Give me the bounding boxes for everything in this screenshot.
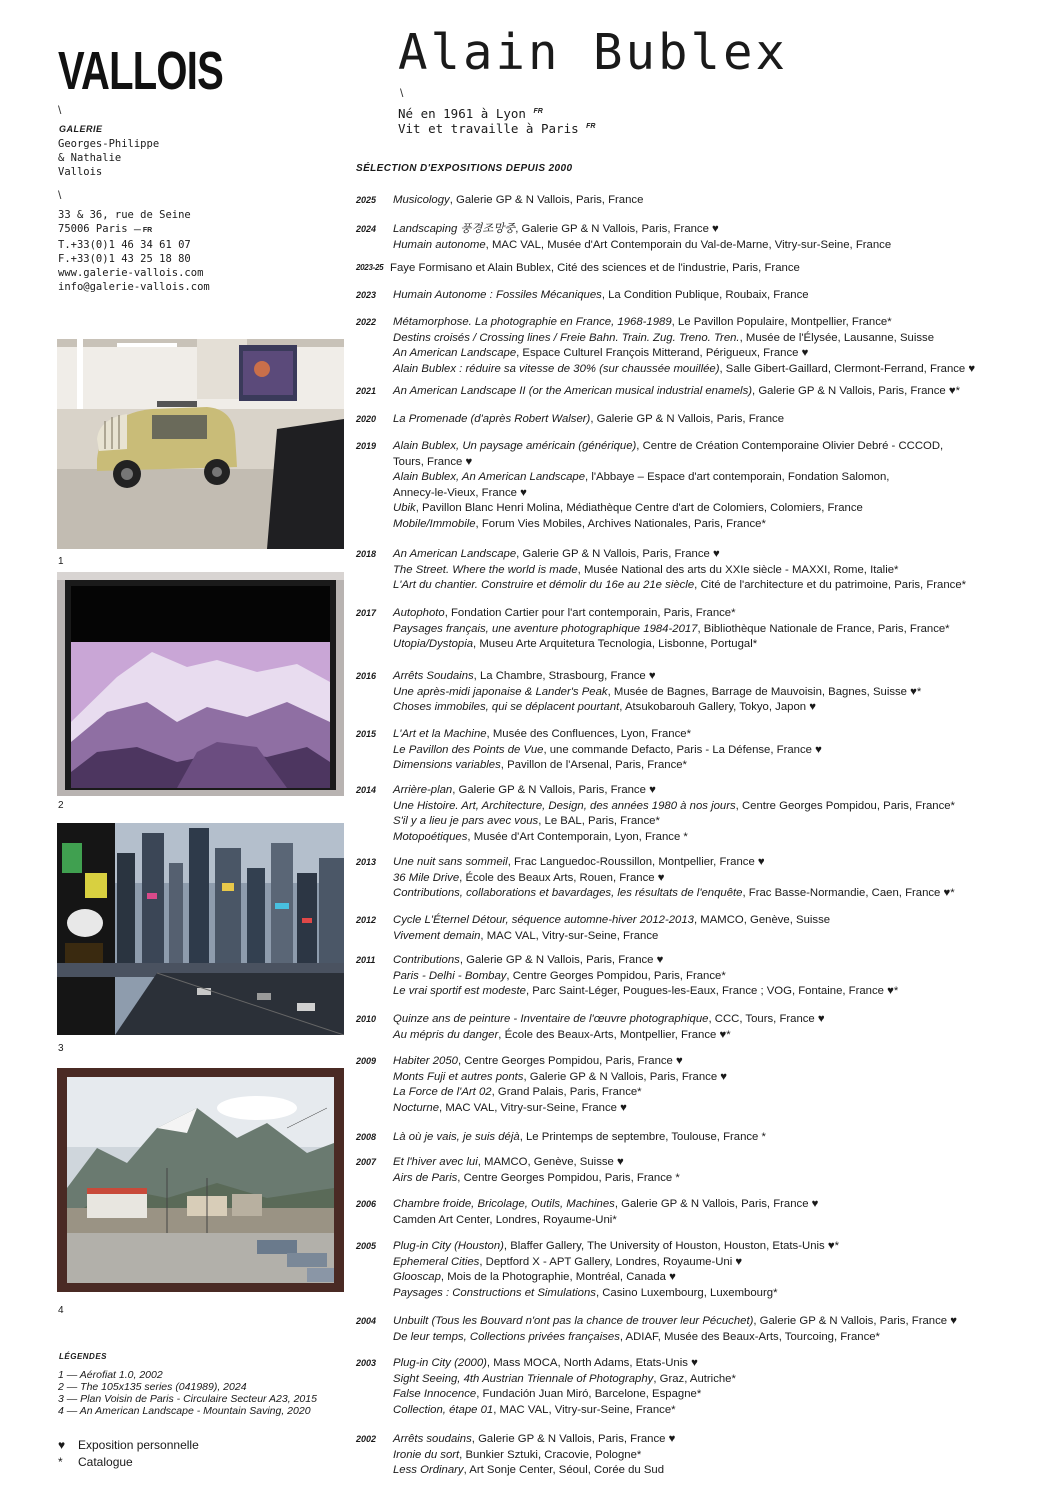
exhibition-venue: , Galerie GP & N Vallois, Paris, France ♥ xyxy=(471,1433,676,1445)
exhibition-venue: , Galerie GP & N Vallois, Paris, France xyxy=(590,413,785,425)
exhibition-venue: Camden Art Center, Londres, Royaume-Uni* xyxy=(393,1213,617,1226)
exhibition-title: An American Landscape xyxy=(393,347,517,359)
exhibition-line xyxy=(393,913,1050,929)
exhibition-line xyxy=(393,193,1050,209)
legend-item: 2 — The 105x135 series (041989), 2024 xyxy=(58,1381,247,1393)
exhibition-title: Humain autonome xyxy=(393,238,486,251)
exhibition-year: 2019 xyxy=(356,441,377,451)
exhibition-title: False Innocence xyxy=(393,1388,477,1400)
exhibition-title: La Promenade (d'après Robert Walser) xyxy=(393,413,591,425)
exhibition-entry xyxy=(393,315,1053,377)
exhibition-line xyxy=(393,501,1050,517)
exhibition-line xyxy=(393,969,1050,985)
exhibition-year: 2008 xyxy=(356,1132,377,1142)
exhibition-line xyxy=(393,953,1050,969)
exhibition-venue: , Galerie GP & N Vallois, Paris, France ♥ xyxy=(515,223,719,235)
exhibition-line xyxy=(393,547,1050,563)
exhibition-entry xyxy=(393,384,1053,400)
exhibition-line xyxy=(390,261,1050,277)
exhibition-title: Ironie du sort xyxy=(393,1448,460,1461)
photo-number: 2 xyxy=(58,800,64,811)
exhibition-venue: , Forum Vies Mobiles, Archives Nationales, Paris, France* xyxy=(475,517,766,530)
exhibition-year: 2002 xyxy=(356,1434,377,1444)
exhibition-line xyxy=(393,685,1050,701)
exhibition-line xyxy=(393,622,1050,638)
key-catalogue: * Catalogue xyxy=(58,1455,133,1469)
exhibition-title: Mobile/Immobile xyxy=(393,517,476,530)
exhibition-title: Paysages : Constructions et Simulations xyxy=(393,1286,596,1299)
gallery-label: GALERIE xyxy=(59,124,103,134)
exhibition-line xyxy=(393,384,1050,400)
exhibition-entry xyxy=(393,855,1053,902)
exhibition-line xyxy=(393,700,1050,716)
exhibition-entry xyxy=(393,783,1053,845)
exhibition-title: Landscaping 풍경조망중 xyxy=(393,223,516,235)
exhibition-venue: , La Chambre, Strasbourg, France ♥ xyxy=(473,670,656,682)
exhibition-title: Alain Bublex : réduire sa vitesse de 30% (sur chaussée mouillée) xyxy=(393,362,720,375)
exhibition-title: Quinze ans de peinture - Inventaire de l'œuvre photographique xyxy=(393,1013,709,1025)
exhibition-entry xyxy=(393,669,1053,716)
exhibition-title: An American Landscape II (or the American musical industrial enamels) xyxy=(393,385,753,397)
legend-list xyxy=(58,1369,317,1417)
gallery-owners: Georges-Philippe & Nathalie Vallois xyxy=(58,138,160,178)
exhibition-title: Utopia/Dystopia xyxy=(393,638,474,650)
exhibition-entry xyxy=(390,261,1050,277)
exhibition-line xyxy=(393,315,1050,331)
exhibition-entry xyxy=(393,1012,1053,1043)
exhibition-line xyxy=(393,1070,1050,1086)
exhibition-year: 2012 xyxy=(356,915,377,925)
exhibition-line xyxy=(393,563,1050,579)
exhibition-title: Unbuilt (Tous les Bouvard n'ont pas la chance de trouver leur Pécuchet) xyxy=(393,1315,754,1327)
exhibition-venue: , Parc Saint-Léger, Pougues-les-Eaux, France ; VOG, Fontaine, France ♥* xyxy=(525,985,899,997)
exhibition-line xyxy=(393,799,1050,815)
exhibition-year: 2016 xyxy=(356,671,377,681)
exhibition-line xyxy=(393,871,1050,887)
exhibition-line xyxy=(393,1463,1050,1479)
exhibition-title: Alain Bublex, Un paysage américain (générique) xyxy=(393,440,637,452)
exhibition-line xyxy=(393,455,1050,471)
exhibition-title: Destins croisés / Crossing lines / Freie Bahn. Train. Zug. Treno. Tren. xyxy=(393,331,740,344)
exhibition-title: Ephemeral Cities xyxy=(393,1255,480,1268)
exhibition-title: Le Pavillon des Points de Vue xyxy=(393,743,544,756)
exhibition-venue: , Galerie GP & N Vallois, Paris, France ♥* xyxy=(752,385,960,397)
exhibition-line xyxy=(393,830,1050,846)
exhibition-venue: , Centre Georges Pompidou, Paris, France * xyxy=(457,1171,680,1184)
exhibition-venue: , Galerie GP & N Vallois, Paris, France ♥ xyxy=(452,784,656,796)
exhibition-year: 2023-25 xyxy=(356,263,384,272)
exhibition-venue: , Deptford X - APT Gallery, Londres, Royaume-Uni ♥ xyxy=(479,1255,743,1268)
exhibition-entry xyxy=(393,193,1053,209)
exhibition-year: 2024 xyxy=(356,224,377,234)
exhibition-year: 2010 xyxy=(356,1014,377,1024)
exhibition-venue: , Galerie GP & N Vallois, Paris, France ♥ xyxy=(523,1070,728,1083)
exhibition-venue: , Galerie GP & N Vallois, Paris, France ♥ xyxy=(459,954,664,966)
exhibition-line xyxy=(393,439,1050,455)
exhibition-title: Le vrai sportif est modeste xyxy=(393,985,526,997)
gallery-contact: 33 & 36, rue de Seine 75006 Paris — FR T.+33(0)1 46 34 61 07 F.+33(0)1 43 25 18 80 www.galerie-vallois.com info@galerie-vallois.com xyxy=(58,209,210,293)
exhibition-line xyxy=(393,412,1050,428)
exhibition-line xyxy=(393,362,1050,378)
exhibition-venue: , Frac Languedoc-Roussillon, Montpellier, France ♥ xyxy=(507,856,765,868)
exhibition-venue: , ADIAF, Musée des Beaux-Arts, Tourcoing, France* xyxy=(619,1330,880,1343)
section-title: SÉLECTION D'EXPOSITIONS DEPUIS 2000 xyxy=(356,163,573,174)
exhibition-venue: , La Condition Publique, Roubaix, France xyxy=(601,289,809,301)
exhibition-title: Une Histoire. Art, Architecture, Design, des années 1980 à nos jours xyxy=(393,799,736,812)
exhibition-venue: , Atsukobarouh Gallery, Tokyo, Japon ♥ xyxy=(619,701,816,713)
exhibition-venue: , Frac Basse-Normandie, Caen, France ♥* xyxy=(742,887,955,899)
exhibition-entry xyxy=(393,547,1053,594)
website-link[interactable]: www.galerie-vallois.com xyxy=(58,267,204,279)
exhibition-title: An American Landscape xyxy=(393,548,517,560)
exhibition-venue: , Centre Georges Pompidou, Paris, France* xyxy=(735,799,955,812)
exhibition-year: 2003 xyxy=(356,1358,377,1368)
exhibition-title: Glooscap xyxy=(393,1271,441,1283)
exhibition-venue: , Mass MOCA, North Adams, Etats-Unis ♥ xyxy=(486,1357,698,1369)
exhibition-line xyxy=(393,1270,1050,1286)
exhibition-venue: , MAC VAL, Vitry-sur-Seine, France xyxy=(480,929,659,942)
photo-number: 3 xyxy=(58,1043,64,1054)
exhibition-venue: , Musée des Confluences, Lyon, France* xyxy=(486,728,691,740)
exhibition-venue: , Fundación Juan Miró, Barcelone, Espagne* xyxy=(476,1388,702,1400)
exhibition-line xyxy=(393,1054,1050,1070)
exhibition-title: Collection, étape 01 xyxy=(393,1403,494,1416)
exhibition-line xyxy=(393,1213,1050,1229)
exhibition-venue: , Galerie GP & N Vallois, Paris, France ♥ xyxy=(516,548,720,560)
photo-number: 4 xyxy=(58,1305,64,1316)
exhibition-title: Arrêts soudains xyxy=(393,1433,472,1445)
exhibition-title: Chambre froide, Bricolage, Outils, Machines xyxy=(393,1198,615,1210)
exhibition-venue: , Bibliothèque Nationale de France, Paris, France* xyxy=(697,622,950,635)
exhibition-year: 2011 xyxy=(356,955,376,965)
exhibition-title: 36 Mile Drive xyxy=(393,871,460,884)
exhibition-venue: , MAC VAL, Musée d'Art Contemporain du Val-de-Marne, Vitry-sur-Seine, France xyxy=(485,238,892,251)
exhibition-year: 2014 xyxy=(356,785,377,795)
exhibition-entry xyxy=(393,1356,1053,1418)
exhibition-line xyxy=(393,1286,1050,1302)
exhibition-entry xyxy=(393,1197,1053,1228)
exhibition-title: Ubik xyxy=(393,502,416,514)
exhibition-title: De leur temps, Collections privées françaises xyxy=(393,1330,620,1343)
legend-item: 1 — Aérofiat 1.0, 2002 xyxy=(58,1369,163,1381)
exhibition-title: Plug-in City (2000) xyxy=(393,1357,487,1369)
exhibition-venue: , Galerie GP & N Vallois, Paris, France xyxy=(449,194,644,206)
exhibition-venue: , une commande Defacto, Paris - La Défense, France ♥ xyxy=(543,743,822,756)
exhibition-venue: , Galerie GP & N Vallois, Paris, France ♥ xyxy=(614,1198,819,1210)
exhibition-entry xyxy=(393,913,1053,944)
exhibition-venue: , Salle Gibert-Gaillard, Clermont-Ferrand, France ♥ xyxy=(719,362,976,375)
exhibition-title: Plug-in City (Houston) xyxy=(393,1240,504,1252)
photo-105x135-series xyxy=(57,572,344,796)
photo-number: 1 xyxy=(58,556,64,567)
exhibition-line xyxy=(393,1255,1050,1271)
exhibition-entry xyxy=(393,1239,1053,1301)
exhibition-venue: , Le BAL, Paris, France* xyxy=(538,815,660,827)
exhibition-entry xyxy=(393,606,1053,653)
exhibition-entry xyxy=(393,1155,1053,1186)
asterisk-icon: * xyxy=(58,1455,63,1469)
exhibition-year: 2017 xyxy=(356,608,377,618)
exhibition-entry xyxy=(393,1432,1053,1479)
exhibition-line xyxy=(393,1448,1050,1464)
exhibition-year: 2018 xyxy=(356,549,377,559)
exhibition-title: Contributions, collaborations et bavardages, les résultats de l'enquête xyxy=(393,887,743,899)
exhibition-line xyxy=(393,470,1050,486)
exhibition-title: Une nuit sans sommeil xyxy=(393,856,508,868)
exhibition-venue: , Blaffer Gallery, The University of Houston, Houston, Etats-Unis ♥* xyxy=(503,1240,839,1252)
exhibition-year: 2021 xyxy=(356,386,377,396)
exhibition-venue: , Le Pavillon Populaire, Montpellier, France* xyxy=(671,316,892,328)
exhibition-line xyxy=(393,1155,1050,1171)
exhibition-line xyxy=(393,783,1050,799)
exhibition-venue: , MAC VAL, Vitry-sur-Seine, France ♥ xyxy=(439,1101,627,1114)
exhibition-line xyxy=(393,222,1050,238)
exhibition-line xyxy=(393,238,1050,254)
exhibition-venue: , Grand Palais, Paris, France* xyxy=(491,1086,642,1098)
exhibition-venue: , Fondation Cartier pour l'art contemporain, Paris, France* xyxy=(444,607,736,619)
exhibition-title: Monts Fuji et autres ponts xyxy=(393,1070,524,1083)
exhibition-venue: , MAMCO, Genève, Suisse xyxy=(693,914,831,926)
exhibition-title: S'il y a lieu je pars avec vous xyxy=(393,815,539,827)
exhibition-venue: , Musée National des arts du XXIe siècle - MAXXI, Rome, Italie* xyxy=(577,563,899,576)
exhibition-venue: , Centre de Création Contemporaine Olivier Debré - CCCOD, xyxy=(636,440,944,452)
exhibition-venue: , Bunkier Sztuki, Cracovie, Pologne* xyxy=(459,1448,642,1461)
exhibition-title: Vivement demain xyxy=(393,929,481,942)
exhibition-venue: , MAMCO, Genève, Suisse ♥ xyxy=(477,1156,624,1168)
exhibition-title: Arrière-plan xyxy=(393,784,453,796)
exhibition-venue: , Espace Culturel François Mitterand, Périgueux, France ♥ xyxy=(516,347,809,359)
exhibition-title: Motopoétiques xyxy=(393,830,468,843)
exhibition-line xyxy=(393,1197,1050,1213)
exhibition-year: 2020 xyxy=(356,414,377,424)
exhibition-title: L'Art et la Machine xyxy=(393,728,487,740)
exhibition-venue: , Pavillon de l'Arsenal, Paris, France* xyxy=(500,759,687,771)
exhibition-entry xyxy=(393,439,1053,532)
exhibition-line xyxy=(393,578,1050,594)
exhibition-venue: , Museu Arte Arquitetura Tecnologia, Lisbonne, Portugal* xyxy=(473,638,758,650)
exhibition-title: Et l'hiver avec lui xyxy=(393,1156,478,1168)
exhibition-year: 2005 xyxy=(356,1241,377,1251)
exhibition-venue: , Centre Georges Pompidou, Paris, France* xyxy=(506,969,726,982)
exhibition-venue: , Centre Georges Pompidou, Paris, France ♥ xyxy=(457,1055,683,1067)
slash-divider: \ xyxy=(58,103,62,117)
exhibition-line xyxy=(393,929,1050,945)
exhibition-year: 2013 xyxy=(356,857,377,867)
exhibition-venue: , Le Printemps de septembre, Toulouse, France * xyxy=(519,1131,766,1143)
exhibition-line xyxy=(393,1314,1050,1330)
exhibition-title: Arrêts Soudains xyxy=(393,670,474,682)
exhibition-venue: , Casino Luxembourg, Luxembourg* xyxy=(595,1286,778,1299)
artist-born: Né en 1961 à Lyon $^{FR}$ xyxy=(398,106,543,121)
exhibition-line xyxy=(393,288,1050,304)
exhibition-venue: , CCC, Tours, France ♥ xyxy=(708,1013,825,1025)
key-solo-exhibition: ♥ Exposition personnelle xyxy=(58,1438,199,1452)
exhibition-line xyxy=(393,606,1050,622)
exhibition-venue: , Pavillon Blanc Henri Molina, Médiathèque Centre d'art de Colomiers, Colomiers, France xyxy=(415,502,863,514)
exhibition-line xyxy=(393,758,1050,774)
exhibition-title: Paysages français, une aventure photographique 1984-2017 xyxy=(393,622,698,635)
exhibition-venue: Annecy-le-Vieux, France ♥ xyxy=(393,486,527,499)
exhibition-year: 2006 xyxy=(356,1199,377,1209)
exhibition-venue: , Graz, Autriche* xyxy=(653,1372,736,1385)
exhibition-venue: , École des Beaux-Arts, Montpellier, France ♥* xyxy=(498,1028,731,1041)
exhibition-title: Là où je vais, je suis déjà xyxy=(393,1131,520,1143)
exhibition-line xyxy=(393,331,1050,347)
exhibition-line xyxy=(393,1130,1050,1146)
exhibition-title: Contributions xyxy=(393,954,460,966)
exhibition-title: Autophoto xyxy=(393,607,445,619)
exhibition-line xyxy=(393,984,1050,1000)
artist-lives: Vit et travaille à Paris $^{FR}$ xyxy=(398,121,596,136)
exhibition-entry xyxy=(393,222,1053,253)
exhibition-venue: , Mois de la Photographie, Montréal, Canada ♥ xyxy=(440,1271,676,1283)
exhibition-venue: , l'Abbaye – Espace d'art contemporain, Fondation Salomon, xyxy=(585,471,890,483)
exhibition-line xyxy=(393,743,1050,759)
exhibition-title: Less Ordinary xyxy=(393,1464,464,1476)
exhibition-line xyxy=(393,1239,1050,1255)
exhibition-venue: Tours, France ♥ xyxy=(393,455,473,468)
exhibition-title: Métamorphose. La photographie en France, 1968-1989 xyxy=(393,316,672,328)
gallery-logo: VALLOIS xyxy=(58,41,224,101)
exhibition-year: 2015 xyxy=(356,729,377,739)
exhibition-year: 2025 xyxy=(356,195,377,205)
exhibition-entry xyxy=(393,1054,1053,1116)
exhibition-entry xyxy=(393,288,1053,304)
exhibition-line xyxy=(393,886,1050,902)
exhibition-venue: , Art Sonje Center, Séoul, Corée du Sud xyxy=(463,1464,665,1476)
exhibition-line xyxy=(393,1085,1050,1101)
exhibition-year: 2023 xyxy=(356,290,377,300)
exhibition-line xyxy=(393,1432,1050,1448)
exhibition-line xyxy=(393,1403,1050,1419)
slash-divider: \ xyxy=(400,86,404,100)
exhibition-entry xyxy=(393,1314,1053,1345)
artist-name: Alain Bublex xyxy=(398,24,789,81)
slash-divider: \ xyxy=(58,188,62,202)
exhibition-title: Dimensions variables xyxy=(393,759,501,771)
exhibition-line xyxy=(393,1171,1050,1187)
exhibition-line xyxy=(393,517,1050,533)
exhibition-line xyxy=(393,1356,1050,1372)
exhibition-year: 2009 xyxy=(356,1056,377,1066)
exhibition-venue: , Cité de l'architecture et du patrimoine, Paris, France* xyxy=(694,579,967,591)
exhibition-title: Humain Autonome : Fossiles Mécaniques xyxy=(393,289,602,301)
exhibition-line xyxy=(393,1387,1050,1403)
photo-plan-voisin xyxy=(57,823,344,1035)
exhibition-venue: , École des Beaux Arts, Rouen, France ♥ xyxy=(459,871,665,884)
exhibition-year: 2022 xyxy=(356,317,377,327)
exhibition-title: Cycle L'Éternel Détour, séquence automne-hiver 2012-2013 xyxy=(393,914,694,926)
exhibition-line xyxy=(393,814,1050,830)
exhibition-entry xyxy=(393,953,1053,1000)
legend-item: 3 — Plan Voisin de Paris - Circulaire Secteur A23, 2015 xyxy=(58,1393,317,1405)
exhibition-line xyxy=(393,1012,1050,1028)
exhibition-title: Une après-midi japonaise & Lander's Peak xyxy=(393,685,608,698)
exhibition-venue: Faye Formisano et Alain Bublex, Cité des sciences et de l'industrie, Paris, France xyxy=(390,262,800,274)
exhibition-title: Airs de Paris xyxy=(393,1171,458,1184)
exhibition-entry xyxy=(393,412,1053,428)
exhibition-title: L'Art du chantier. Construire et démolir du 16e au 21e siècle xyxy=(393,579,695,591)
exhibition-venue: , Musée de Bagnes, Barrage de Mauvoisin, Bagnes, Suisse ♥* xyxy=(607,685,922,698)
exhibition-entry xyxy=(393,727,1053,774)
exhibition-line xyxy=(393,855,1050,871)
exhibition-line xyxy=(393,669,1050,685)
exhibition-title: Sight Seeing, 4th Austrian Triennale of Photography xyxy=(393,1372,654,1385)
exhibition-title: Choses immobiles, qui se déplacent pourtant xyxy=(393,701,620,713)
email-link[interactable]: info@galerie-vallois.com xyxy=(58,281,210,293)
exhibition-title: Paris - Delhi - Bombay xyxy=(393,969,507,982)
exhibition-venue: , Galerie GP & N Vallois, Paris, France ♥ xyxy=(753,1315,957,1327)
exhibition-year: 2007 xyxy=(356,1157,377,1167)
exhibition-line xyxy=(393,1028,1050,1044)
exhibition-title: Musicology xyxy=(393,194,450,206)
exhibition-title: Au mépris du danger xyxy=(393,1028,499,1041)
exhibition-title: La Force de l'Art 02 xyxy=(393,1086,492,1098)
photo-american-landscape xyxy=(57,1068,344,1292)
exhibition-title: Alain Bublex, An American Landscape xyxy=(393,471,586,483)
legend-item: 4 — An American Landscape - Mountain Saving, 2020 xyxy=(58,1405,311,1417)
exhibition-line xyxy=(393,727,1050,743)
exhibition-venue: , Musée d'Art Contemporain, Lyon, France * xyxy=(467,830,688,843)
exhibition-line xyxy=(393,486,1050,502)
exhibition-year: 2004 xyxy=(356,1316,377,1326)
heart-icon: ♥ xyxy=(58,1438,66,1452)
exhibition-venue: , Musée de l'Élysée, Lausanne, Suisse xyxy=(739,331,935,344)
exhibition-line xyxy=(393,637,1050,653)
exhibition-title: Nocturne xyxy=(393,1101,440,1114)
photo-aerofiat xyxy=(57,339,344,549)
exhibition-title: Habiter 2050 xyxy=(393,1055,458,1067)
exhibition-line xyxy=(393,1372,1050,1388)
exhibition-venue: , MAC VAL, Vitry-sur-Seine, France* xyxy=(493,1403,676,1416)
exhibition-line xyxy=(393,346,1050,362)
exhibition-line xyxy=(393,1330,1050,1346)
exhibition-title: The Street. Where the world is made xyxy=(393,563,578,576)
legend-title: LÉGENDES xyxy=(59,1352,108,1361)
exhibition-line xyxy=(393,1101,1050,1117)
exhibition-entry xyxy=(393,1130,1053,1146)
